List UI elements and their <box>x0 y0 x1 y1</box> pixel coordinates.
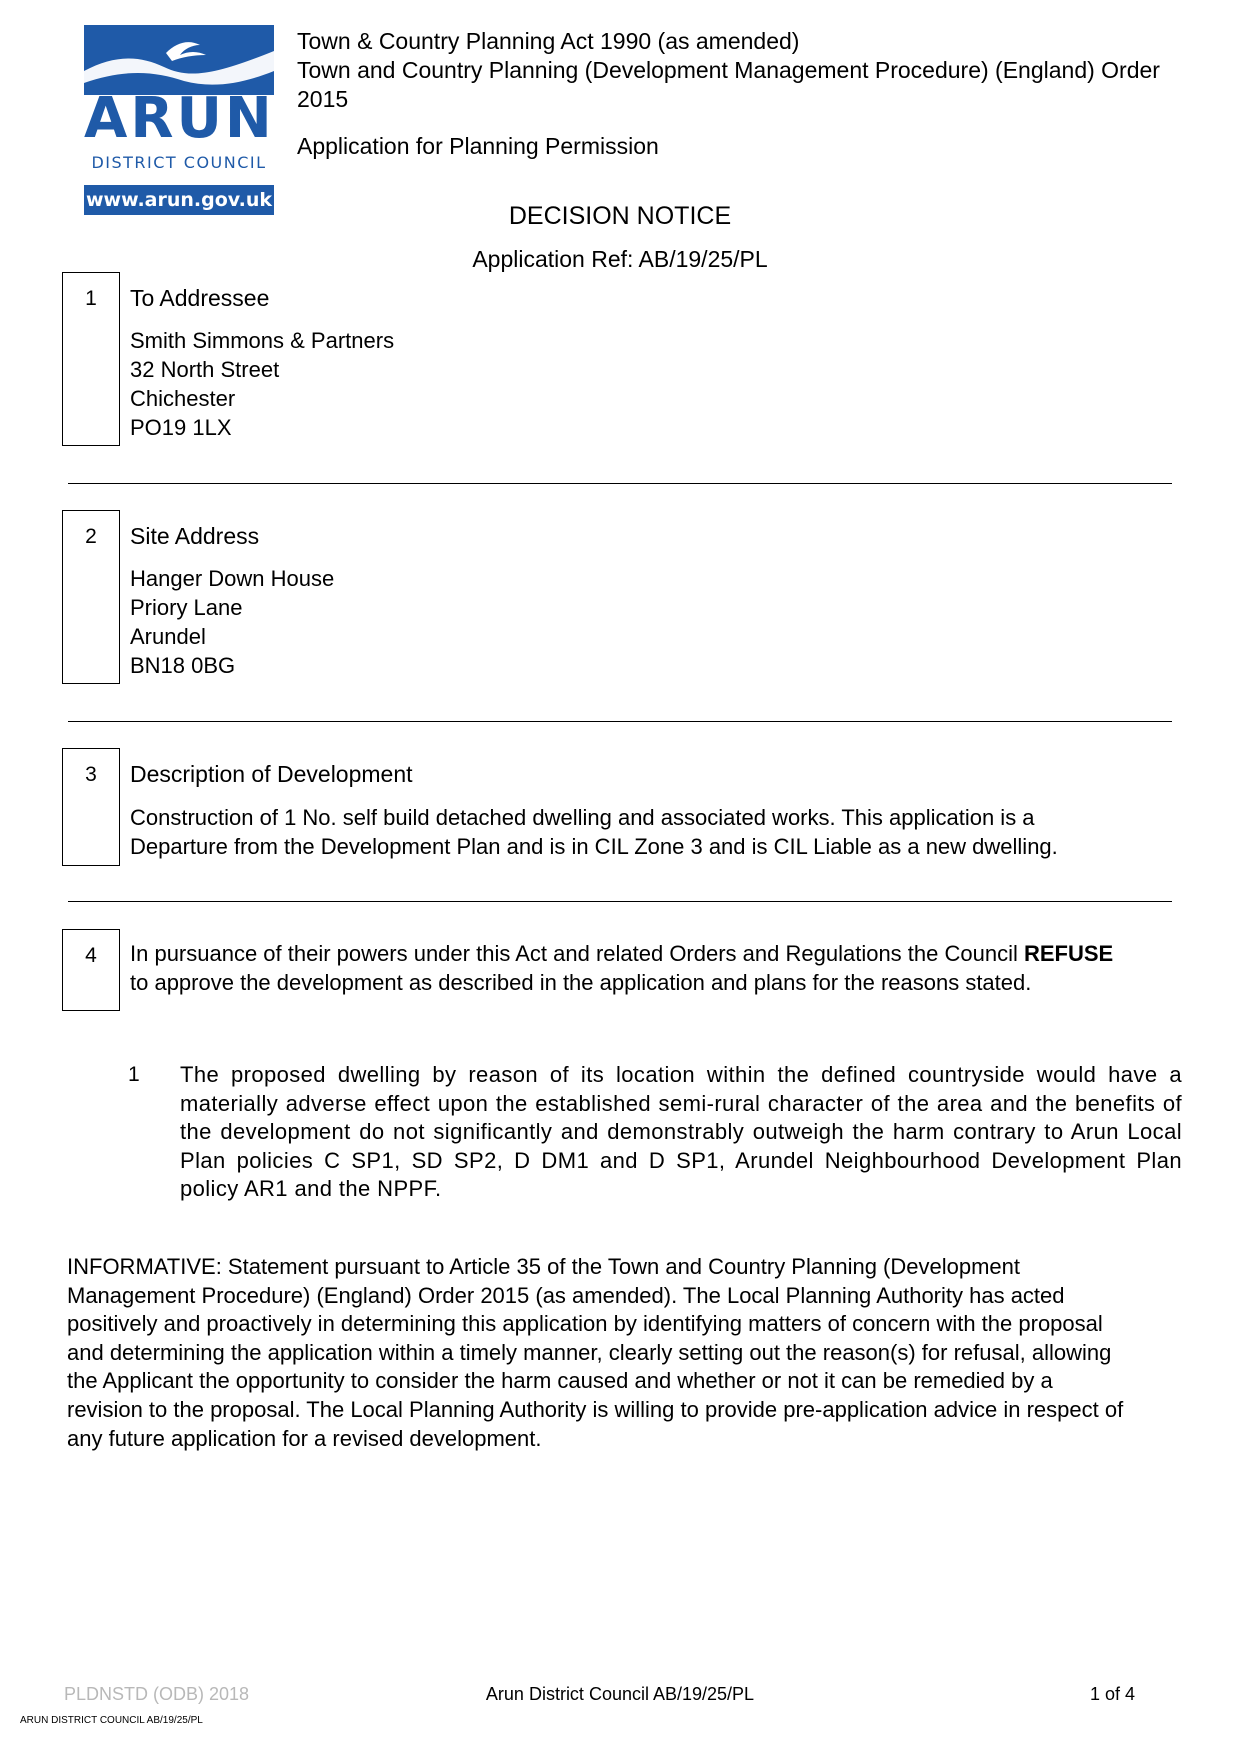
section-title-description: Description of Development <box>130 761 413 787</box>
decision-line-1 <box>130 939 1113 968</box>
addressee-block <box>130 326 394 442</box>
act-line-2: Town and Country Planning (Development Management Procedure) (England) Order <box>297 57 1160 83</box>
divider <box>68 721 1172 722</box>
divider <box>68 901 1172 902</box>
decision-outcome: REFUSE <box>1023 941 1114 966</box>
informative-line: Management Procedure) (England) Order 2015 (as amended). The Local Planning Authority has acted <box>67 1282 1065 1308</box>
address-line: 32 North Street <box>130 357 280 382</box>
description-text <box>130 803 1058 861</box>
address-line: BN18 0BG <box>130 653 236 678</box>
informative-line: and determining the application within a timely manner, clearly setting out the reason(s) for refusal, allowing <box>67 1339 1112 1365</box>
address-line: Hanger Down House <box>130 566 335 591</box>
section-number: 2 <box>85 525 97 548</box>
informative-statement <box>67 1253 1187 1453</box>
logo-council-text: DISTRICT COUNCIL <box>91 153 267 172</box>
form-code: PLDNSTD (ODB) 2018 <box>64 1684 250 1704</box>
section-number: 3 <box>85 763 97 786</box>
section-title-site: Site Address <box>130 523 260 549</box>
act-line-3: 2015 <box>297 86 349 112</box>
address-line: Smith Simmons & Partners <box>130 328 395 353</box>
address-line: Priory Lane <box>130 595 243 620</box>
application-ref: Application Ref: AB/19/25/PL <box>472 246 768 272</box>
site-address-block <box>130 564 334 680</box>
informative-line: the Applicant the opportunity to consider the harm caused and whether or not it can be remedied by a <box>67 1368 1053 1394</box>
logo-banner <box>84 25 274 95</box>
council-logo <box>84 25 274 215</box>
section-number: 4 <box>85 944 97 967</box>
section-number-box-2 <box>62 510 120 684</box>
informative-line: revision to the proposal. The Local Planning Authority is willing to provide pre-application advice in respect of <box>67 1396 1124 1422</box>
page-number: 1 of 4 <box>1090 1684 1136 1704</box>
informative-line: any future application for a revised development. <box>67 1425 542 1451</box>
description-line: Departure from the Development Plan and is in CIL Zone 3 and is CIL Liable as a new dwelling. <box>130 834 1058 859</box>
section-number-box-1 <box>62 272 120 446</box>
address-line: Chichester <box>130 386 236 411</box>
address-line: PO19 1LX <box>130 415 232 440</box>
section-number-box-4 <box>62 929 120 1011</box>
section-title-addressee: To Addressee <box>130 285 270 311</box>
act-line-1: Town & Country Planning Act 1990 (as amended) <box>297 28 800 54</box>
reason-number: 1 <box>128 1063 140 1086</box>
application-type: Application for Planning Permission <box>297 133 659 159</box>
logo-url: www.arun.gov.uk <box>84 185 274 215</box>
bird-wave-icon <box>84 25 274 95</box>
description-line: Construction of 1 No. self build detached dwelling and associated works. This application is a <box>130 805 1035 830</box>
divider <box>68 483 1172 484</box>
section-number: 1 <box>85 287 97 310</box>
informative-line: positively and proactively in determining this application by identifying matters of concern with the proposal <box>67 1311 1103 1337</box>
address-line: Arundel <box>130 624 206 649</box>
section-number-box-3 <box>62 748 120 866</box>
logo-wordmark: ARUN <box>84 86 275 151</box>
legislation-heading <box>297 27 1197 114</box>
informative-line: INFORMATIVE: Statement pursuant to Article 35 of the Town and Country Planning (Development <box>67 1254 1020 1279</box>
decision-statement <box>130 939 1113 997</box>
footer-reference: Arun District Council AB/19/25/PL <box>485 1684 755 1704</box>
notice-title: DECISION NOTICE <box>508 202 732 230</box>
decision-prefix: In pursuance of their powers under this Act and related Orders and Regulations the Council <box>130 941 1024 966</box>
decision-line-2: to approve the development as described in the application and plans for the reasons stated. <box>130 970 1032 995</box>
reason-text: The proposed dwelling by reason of its location within the defined countryside would have a materially adverse effect upon the established semi-rural character of the area and the benefits of the development do not significantly and demonstrably outweigh the harm contrary to Arun Local Plan policies C SP1, SD SP2, D DM1 and D SP1, Arundel Neighbourhood Development Plan policy AR1 and the NPPF. <box>180 1062 1182 1202</box>
footer-small-reference: ARUN DISTRICT COUNCIL AB/19/25/PL <box>20 1715 203 1726</box>
